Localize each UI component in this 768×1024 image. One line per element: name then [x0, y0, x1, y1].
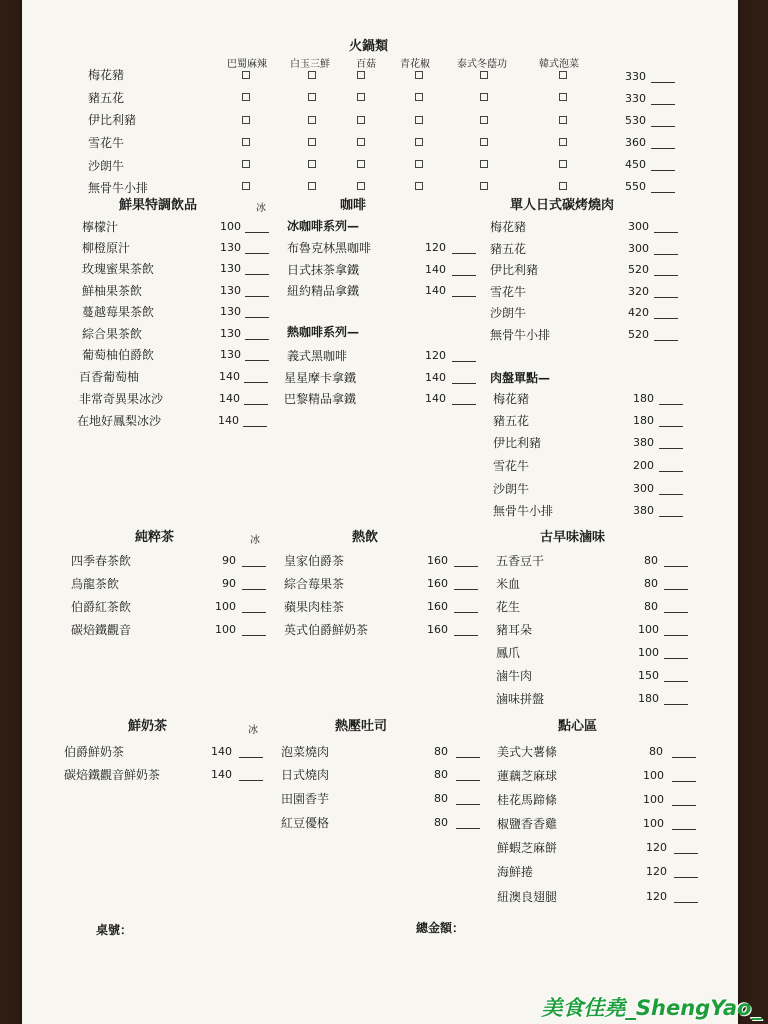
flavor-checkbox[interactable]: [415, 93, 423, 101]
fruit-drink-name: 檸檬汁: [82, 220, 119, 234]
flavor-checkbox[interactable]: [242, 93, 250, 101]
toast-title: 熱壓吐司: [335, 719, 388, 734]
flavor-checkbox[interactable]: [559, 93, 567, 101]
coffee-price: 140: [425, 284, 446, 297]
flavor-checkbox[interactable]: [242, 160, 250, 168]
bbq-item-name: 無骨牛小排: [490, 328, 551, 342]
coffee-name: 巴黎精品拿鐵: [284, 392, 357, 406]
quantity-blank[interactable]: [242, 589, 266, 590]
fruit-drink-price: 130: [220, 262, 241, 275]
snack-name: 鮮蝦芝麻餅: [497, 841, 558, 855]
coffee-price: 140: [425, 263, 446, 276]
hot-drinks-title: 熱飲: [352, 530, 379, 545]
quantity-blank[interactable]: [452, 361, 476, 362]
quantity-blank[interactable]: [659, 448, 683, 449]
hotpot-flavor-header: 百菇: [356, 59, 376, 70]
hot-drink-name: 綜合莓果茶: [284, 577, 345, 591]
quantity-blank[interactable]: [452, 383, 476, 384]
hotpot-item-price: 450: [625, 158, 646, 171]
hot-drink-price: 160: [427, 623, 448, 636]
fruit-drink-name: 柳橙原汁: [82, 241, 131, 255]
snack-price: 100: [643, 769, 664, 782]
bbq-item-name: 伊比利豬: [490, 263, 539, 277]
flavor-checkbox[interactable]: [415, 138, 423, 146]
bbq-title: 單人日式碳烤燒肉: [510, 198, 615, 213]
iced-coffee-subtitle: 冰咖啡系列—: [287, 219, 360, 233]
quantity-blank[interactable]: [651, 170, 675, 171]
snack-price: 100: [643, 793, 664, 806]
quantity-blank[interactable]: [664, 635, 688, 636]
quantity-blank[interactable]: [664, 704, 688, 705]
hotpot-item-price: 550: [625, 180, 646, 193]
quantity-blank[interactable]: [245, 360, 269, 361]
hotpot-item-name: 伊比利豬: [88, 113, 137, 127]
flavor-checkbox[interactable]: [308, 71, 316, 79]
meat-item-name: 豬五花: [493, 414, 530, 428]
snack-name: 桂花馬蹄條: [497, 793, 558, 807]
tea-price: 90: [222, 577, 236, 590]
hotpot-flavor-header: 韓式泡菜: [539, 59, 579, 70]
quantity-blank[interactable]: [672, 805, 696, 806]
flavor-checkbox[interactable]: [308, 160, 316, 168]
flavor-checkbox[interactable]: [480, 71, 488, 79]
braised-item-price: 180: [638, 692, 659, 705]
braised-item-name: 豬耳朵: [496, 623, 533, 637]
flavor-checkbox[interactable]: [357, 160, 365, 168]
quantity-blank[interactable]: [664, 589, 688, 590]
flavor-checkbox[interactable]: [308, 182, 316, 190]
meat-item-name: 梅花豬: [493, 392, 530, 406]
flavor-checkbox[interactable]: [559, 116, 567, 124]
hotpot-flavor-header: 泰式冬蔭功: [457, 59, 507, 70]
flavor-checkbox[interactable]: [559, 160, 567, 168]
flavor-checkbox[interactable]: [357, 93, 365, 101]
bbq-item-name: 沙朗牛: [490, 306, 527, 320]
flavor-checkbox[interactable]: [242, 71, 250, 79]
fruit-drink-price: 140: [219, 392, 240, 405]
meat-item-price: 380: [633, 504, 654, 517]
tea-name: 烏龍茶飲: [71, 577, 120, 591]
coffee-name: 日式抹茶拿鐵: [287, 263, 360, 277]
braised-item-name: 五香豆干: [496, 554, 545, 568]
quantity-blank[interactable]: [664, 612, 688, 613]
meat-item-price: 300: [633, 482, 654, 495]
milk-tea-name: 伯爵鮮奶茶: [64, 745, 125, 759]
snack-name: 美式大薯條: [497, 745, 558, 759]
fruit-drink-price: 140: [218, 414, 239, 427]
hot-drink-price: 160: [427, 577, 448, 590]
meat-item-name: 沙朗牛: [493, 482, 530, 496]
quantity-blank[interactable]: [242, 612, 266, 613]
toast-name: 田園香芋: [281, 792, 330, 806]
flavor-checkbox[interactable]: [480, 138, 488, 146]
flavor-checkbox[interactable]: [242, 138, 250, 146]
flavor-checkbox[interactable]: [308, 93, 316, 101]
bbq-item-price: 520: [628, 263, 649, 276]
flavor-checkbox[interactable]: [415, 116, 423, 124]
braised-item-price: 80: [644, 600, 658, 613]
meat-item-price: 200: [633, 459, 654, 472]
quantity-blank[interactable]: [452, 275, 476, 276]
fruit-drinks-title: 鮮果特調飲品: [119, 198, 198, 213]
quantity-blank[interactable]: [242, 566, 266, 567]
braised-item-price: 80: [644, 554, 658, 567]
hotpot-flavor-header: 巴蜀麻辣: [227, 59, 267, 70]
snacks-title: 點心區: [558, 719, 598, 734]
hot-drink-price: 160: [427, 600, 448, 613]
bbq-item-name: 梅花豬: [490, 220, 527, 234]
quantity-blank[interactable]: [245, 274, 269, 275]
braised-title: 古早味滷味: [540, 530, 606, 545]
hotpot-item-price: 330: [625, 92, 646, 105]
braised-item-price: 150: [638, 669, 659, 682]
fruit-drink-name: 蔓越莓果茶飲: [82, 305, 155, 319]
quantity-blank[interactable]: [456, 757, 480, 758]
fruit-drink-name: 非常奇異果冰沙: [79, 392, 164, 406]
flavor-checkbox[interactable]: [559, 71, 567, 79]
flavor-checkbox[interactable]: [559, 138, 567, 146]
quantity-blank[interactable]: [674, 877, 698, 878]
quantity-blank[interactable]: [659, 471, 683, 472]
hotpot-item-name: 沙朗牛: [88, 159, 125, 173]
hot-drink-name: 皇家伯爵茶: [284, 554, 345, 568]
watermark: 美食佳堯_ShengYao_: [541, 996, 762, 1020]
quantity-blank[interactable]: [654, 297, 678, 298]
bbq-item-price: 520: [628, 328, 649, 341]
milk-tea-title: 鮮奶茶: [128, 719, 168, 734]
quantity-blank[interactable]: [654, 318, 678, 319]
coffee-name: 紐約精品拿鐵: [287, 284, 360, 298]
hotpot-item-price: 360: [625, 136, 646, 149]
snack-name: 海鮮捲: [497, 865, 534, 879]
snack-price: 120: [646, 890, 667, 903]
quantity-blank[interactable]: [672, 829, 696, 830]
quantity-blank[interactable]: [245, 253, 269, 254]
bbq-item-price: 300: [628, 220, 649, 233]
quantity-blank[interactable]: [664, 681, 688, 682]
flavor-checkbox[interactable]: [415, 71, 423, 79]
snack-name: 紐澳良翅腿: [497, 890, 558, 904]
menu-sheet: [22, 0, 738, 1024]
milk-tea-price: 140: [211, 768, 232, 781]
quantity-blank[interactable]: [239, 757, 263, 758]
hotpot-flavor-header: 青花椒: [400, 59, 430, 70]
braised-item-price: 100: [638, 646, 659, 659]
quantity-blank[interactable]: [454, 566, 478, 567]
quantity-blank[interactable]: [454, 612, 478, 613]
fruit-drink-price: 130: [220, 241, 241, 254]
braised-item-price: 80: [644, 577, 658, 590]
hot-drink-name: 蘋果肉桂茶: [284, 600, 345, 614]
coffee-price: 120: [425, 349, 446, 362]
flavor-checkbox[interactable]: [357, 182, 365, 190]
quantity-blank[interactable]: [672, 757, 696, 758]
flavor-checkbox[interactable]: [480, 160, 488, 168]
snack-price: 80: [649, 745, 663, 758]
hotpot-item-name: 梅花豬: [88, 68, 125, 82]
coffee-price: 140: [425, 392, 446, 405]
meat-item-price: 180: [633, 392, 654, 405]
quantity-blank[interactable]: [245, 296, 269, 297]
braised-item-price: 100: [638, 623, 659, 636]
braised-item-name: 米血: [496, 577, 521, 591]
hotpot-item-price: 530: [625, 114, 646, 127]
total-amount-label: 總金額：: [416, 921, 465, 935]
flavor-checkbox[interactable]: [357, 138, 365, 146]
fruit-drink-name: 在地好鳳梨冰沙: [77, 414, 162, 428]
braised-item-name: 鳳爪: [496, 646, 521, 660]
bbq-item-price: 300: [628, 242, 649, 255]
quantity-blank[interactable]: [664, 566, 688, 567]
quantity-blank[interactable]: [659, 426, 683, 427]
flavor-checkbox[interactable]: [308, 138, 316, 146]
fruit-drink-price: 130: [220, 348, 241, 361]
flavor-checkbox[interactable]: [415, 182, 423, 190]
meat-plate-subtitle: 肉盤單點—: [490, 371, 551, 385]
bbq-item-name: 雪花牛: [490, 285, 527, 299]
braised-item-name: 滷牛肉: [496, 669, 533, 683]
hotpot-flavor-header: 白玉三鮮: [290, 59, 330, 70]
tea-price: 100: [215, 600, 236, 613]
toast-price: 80: [434, 792, 448, 805]
snack-name: 蓮藕芝麻球: [497, 769, 558, 783]
fruit-drink-price: 140: [219, 370, 240, 383]
ice-column-label: 冰: [250, 535, 260, 546]
quantity-blank[interactable]: [452, 253, 476, 254]
hotpot-item-price: 330: [625, 70, 646, 83]
quantity-blank[interactable]: [664, 658, 688, 659]
tea-price: 100: [215, 623, 236, 636]
quantity-blank[interactable]: [244, 404, 268, 405]
quantity-blank[interactable]: [245, 317, 269, 318]
meat-item-price: 180: [633, 414, 654, 427]
quantity-blank[interactable]: [654, 232, 678, 233]
quantity-blank[interactable]: [651, 148, 675, 149]
table-number-label: 桌號：: [96, 923, 133, 937]
flavor-checkbox[interactable]: [480, 182, 488, 190]
quantity-blank[interactable]: [456, 828, 480, 829]
fruit-drink-name: 鮮柚果茶飲: [82, 284, 143, 298]
hotpot-item-name: 豬五花: [88, 91, 125, 105]
quantity-blank[interactable]: [456, 780, 480, 781]
hot-coffee-subtitle: 熱咖啡系列—: [287, 325, 360, 339]
pure-tea-title: 純粹茶: [135, 530, 175, 545]
bbq-item-price: 420: [628, 306, 649, 319]
hotpot-item-name: 無骨牛小排: [88, 181, 149, 195]
quantity-blank[interactable]: [244, 382, 268, 383]
tea-name: 伯爵紅茶飲: [71, 600, 132, 614]
flavor-checkbox[interactable]: [308, 116, 316, 124]
milk-tea-price: 140: [211, 745, 232, 758]
meat-item-name: 雪花牛: [493, 459, 530, 473]
fruit-drink-price: 130: [220, 327, 241, 340]
quantity-blank[interactable]: [654, 340, 678, 341]
milk-tea-name: 碳焙鐵觀音鮮奶茶: [64, 768, 161, 782]
quantity-blank[interactable]: [454, 635, 478, 636]
flavor-checkbox[interactable]: [559, 182, 567, 190]
toast-name: 泡菜燒肉: [281, 745, 330, 759]
tea-name: 四季春茶飲: [71, 554, 132, 568]
fruit-drink-name: 百香葡萄柚: [79, 370, 140, 384]
hotpot-item-name: 雪花牛: [88, 136, 125, 150]
quantity-blank[interactable]: [242, 635, 266, 636]
braised-item-name: 滷味拼盤: [496, 692, 545, 706]
fruit-drink-price: 130: [220, 284, 241, 297]
fruit-drink-name: 葡萄柚伯爵飲: [82, 348, 155, 362]
braised-item-name: 花生: [496, 600, 521, 614]
snack-name: 椒鹽香香雞: [497, 817, 558, 831]
fruit-drink-name: 綜合果茶飲: [82, 327, 143, 341]
quantity-blank[interactable]: [654, 254, 678, 255]
snack-price: 100: [643, 817, 664, 830]
quantity-blank[interactable]: [239, 780, 263, 781]
bbq-item-name: 豬五花: [490, 242, 527, 256]
meat-item-price: 380: [633, 436, 654, 449]
coffee-price: 120: [425, 241, 446, 254]
coffee-name: 義式黑咖啡: [287, 349, 348, 363]
toast-price: 80: [434, 745, 448, 758]
quantity-blank[interactable]: [654, 275, 678, 276]
coffee-title: 咖啡: [340, 198, 367, 213]
quantity-blank[interactable]: [243, 426, 267, 427]
quantity-blank[interactable]: [651, 126, 675, 127]
ice-column-label: 冰: [256, 203, 266, 214]
flavor-checkbox[interactable]: [357, 116, 365, 124]
coffee-name: 星星摩卡拿鐵: [284, 371, 357, 385]
snack-price: 120: [646, 841, 667, 854]
bbq-item-price: 320: [628, 285, 649, 298]
quantity-blank[interactable]: [245, 339, 269, 340]
snack-price: 120: [646, 865, 667, 878]
fruit-drink-price: 130: [220, 305, 241, 318]
hot-drink-name: 英式伯爵鮮奶茶: [284, 623, 369, 637]
quantity-blank[interactable]: [456, 804, 480, 805]
quantity-blank[interactable]: [452, 404, 476, 405]
fruit-drink-price: 100: [220, 220, 241, 233]
flavor-checkbox[interactable]: [480, 93, 488, 101]
meat-item-name: 伊比利豬: [493, 436, 542, 450]
flavor-checkbox[interactable]: [242, 116, 250, 124]
quantity-blank[interactable]: [651, 82, 675, 83]
hot-drink-price: 160: [427, 554, 448, 567]
quantity-blank[interactable]: [651, 104, 675, 105]
hotpot-title: 火鍋類: [349, 39, 389, 54]
quantity-blank[interactable]: [672, 781, 696, 782]
quantity-blank[interactable]: [452, 296, 476, 297]
flavor-checkbox[interactable]: [357, 71, 365, 79]
toast-price: 80: [434, 816, 448, 829]
meat-item-name: 無骨牛小排: [493, 504, 554, 518]
tea-price: 90: [222, 554, 236, 567]
quantity-blank[interactable]: [659, 516, 683, 517]
flavor-checkbox[interactable]: [415, 160, 423, 168]
fruit-drink-name: 玫瑰蜜果茶飲: [82, 262, 155, 276]
tea-name: 碳焙鐵觀音: [71, 623, 132, 637]
quantity-blank[interactable]: [659, 494, 683, 495]
coffee-name: 布魯克林黑咖啡: [287, 241, 372, 255]
quantity-blank[interactable]: [674, 853, 698, 854]
quantity-blank[interactable]: [245, 232, 269, 233]
toast-name: 日式燒肉: [281, 768, 330, 782]
toast-price: 80: [434, 768, 448, 781]
quantity-blank[interactable]: [674, 902, 698, 903]
flavor-checkbox[interactable]: [242, 182, 250, 190]
ice-column-label: 冰: [248, 725, 258, 736]
quantity-blank[interactable]: [659, 404, 683, 405]
flavor-checkbox[interactable]: [480, 116, 488, 124]
coffee-price: 140: [425, 371, 446, 384]
toast-name: 紅豆優格: [281, 816, 330, 830]
quantity-blank[interactable]: [651, 192, 675, 193]
quantity-blank[interactable]: [454, 589, 478, 590]
